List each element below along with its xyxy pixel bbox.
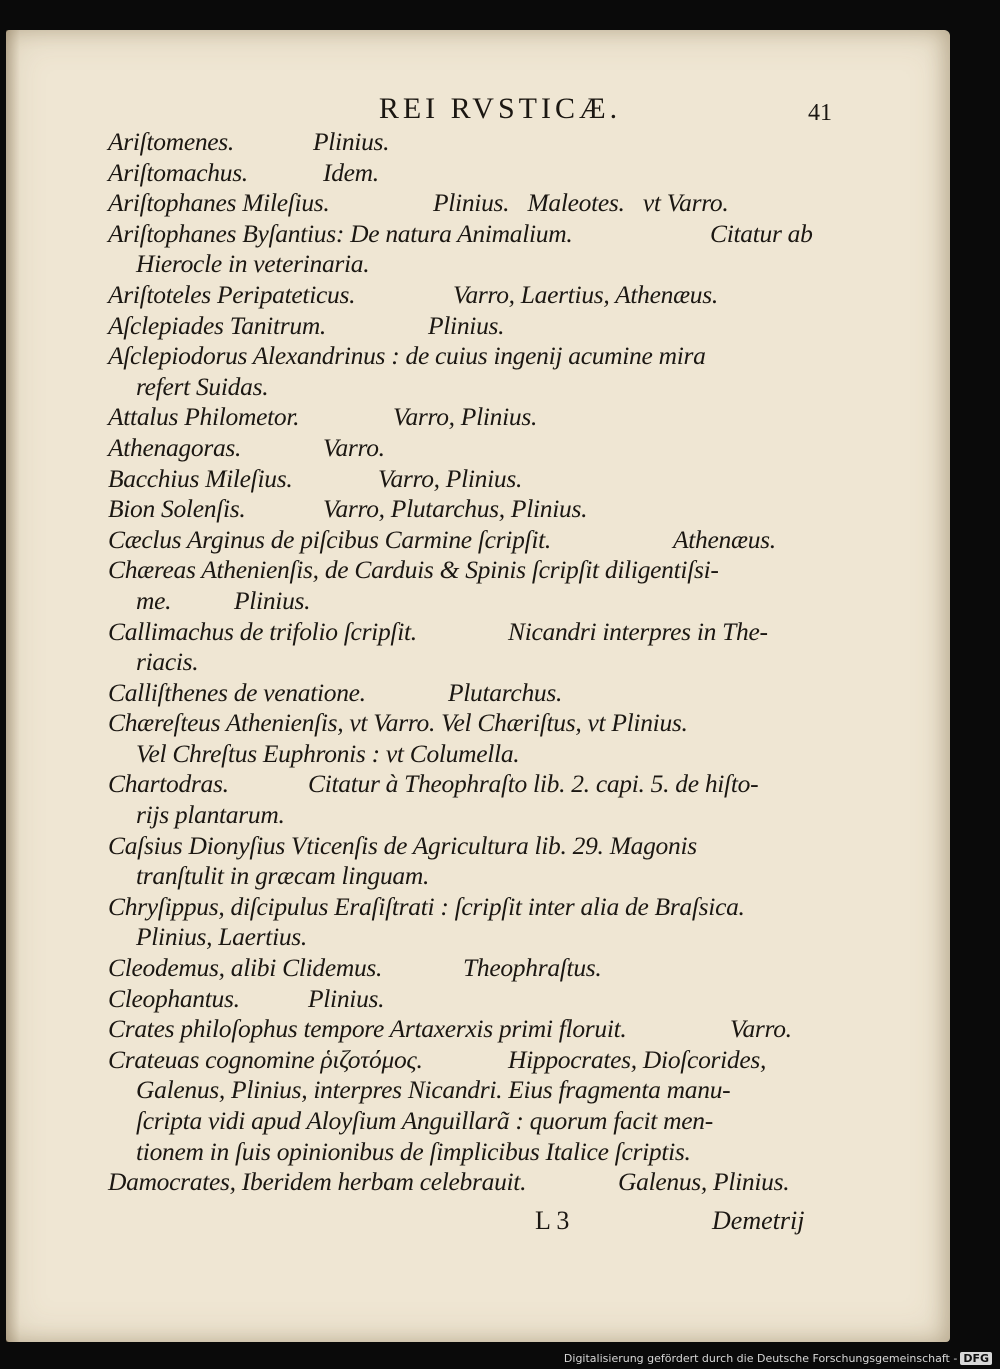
text-line: Calliſthenes de venatione. Plutarchus. (108, 677, 563, 707)
text-line: Ariſtomachus. Idem. (108, 157, 379, 187)
text-line: Ariſtomenes. Plinius. (108, 127, 390, 156)
text-line: Ariſtophanes Mileſius. Plinius. Maleotes. vt Varro. (108, 188, 729, 218)
text-line: Chryſippus, diſcipulus Eraſiſtrati : ſcripſit inter alia de Braſsica. (108, 891, 745, 921)
text-line: Callimachus de trifolio ſcripſit. Nicandri interpres in The- (108, 616, 768, 646)
text-line: tranſtulit in græcam linguam. (136, 861, 430, 891)
text-line: Ariſtoteles Peripateticus. Varro, Laertius, Athenæus. (108, 279, 718, 309)
text-line: refert Suidas. (136, 371, 269, 401)
text-line: Crates philoſophus tempore Artaxerxis primi floruit. Varro. (108, 1014, 792, 1044)
text-line: Crateuas cognomine ῥιζοτόμος. Hippocrates, Dioſcorides, (108, 1044, 767, 1074)
text-line: Cleophantus. Plinius. (108, 983, 385, 1013)
text-line: Bacchius Mileſius. Varro, Plinius. (108, 463, 523, 493)
text-line: Vel Chreſtus Euphronis : vt Columella. (136, 738, 520, 768)
page-footer-line (0, 1206, 1000, 1238)
text-line: riacis. (136, 647, 199, 677)
dfg-logo: DFG (960, 1352, 992, 1365)
running-title: REI RVSTICÆ. (378, 92, 622, 125)
text-line: Cæclus Arginus de piſcibus Carmine ſcripſit. Athenæus. (108, 524, 776, 554)
text-line: Attalus Philometor. Varro, Plinius. (108, 402, 538, 432)
text-line: me. Plinius. (136, 585, 311, 615)
text-line: Hierocle in veterinaria. (136, 249, 370, 279)
text-line: Cleodemus, alibi Clidemus. Theophraſtus. (108, 953, 602, 983)
digitization-credit (564, 1352, 992, 1365)
text-line: Damocrates, Iberidem herbam celebrauit. Galenus, Plinius. (108, 1167, 790, 1197)
text-line: Bion Solenſis. Varro, Plutarchus, Plinius. (108, 494, 588, 524)
text-line: Chæreas Athenienſis, de Carduis & Spinis ſcripſit diligentiſsi- (108, 555, 719, 585)
signature-mark: L 3 (535, 1206, 570, 1235)
text-line: Plinius, Laertius. (136, 922, 307, 952)
text-line: Chæreſteus Athenienſis, vt Varro. Vel Chæriſtus, vt Plinius. (108, 708, 688, 738)
text-line: Aſclepiades Tanitrum. Plinius. (108, 310, 505, 340)
text-line: Galenus, Plinius, interpres Nicandri. Eius fragmenta manu- (136, 1075, 731, 1105)
text-line: Chartodras. Citatur à Theophraſto lib. 2. capi. 5. de hiſto- (108, 769, 759, 799)
text-line: Ariſtophanes Byſantius: De natura Animalium. Citatur ab (108, 218, 813, 248)
text-line: ſcripta vidi apud Aloyſium Anguillarã : quorum facit men- (136, 1106, 713, 1135)
catchword: Demetrij (712, 1206, 805, 1235)
folio-number: 41 (808, 100, 832, 126)
text-line: Athenagoras. Varro. (108, 432, 385, 462)
text-line: Aſclepiodorus Alexandrinus : de cuius ingenij acumine mira (108, 341, 706, 371)
text-line: Caſsius Dionyſius Vticenſis de Agricultura lib. 29. Magonis (108, 830, 697, 860)
text-line: tionem in ſuis opinionibus de ſimplicibus Italice ſcriptis. (136, 1136, 691, 1166)
credit-text: Digitalisierung gefördert durch die Deutsche Forschungsgemeinschaft - (563, 1352, 958, 1365)
text-block (108, 127, 828, 1198)
text-line: rijs plantarum. (136, 800, 285, 830)
